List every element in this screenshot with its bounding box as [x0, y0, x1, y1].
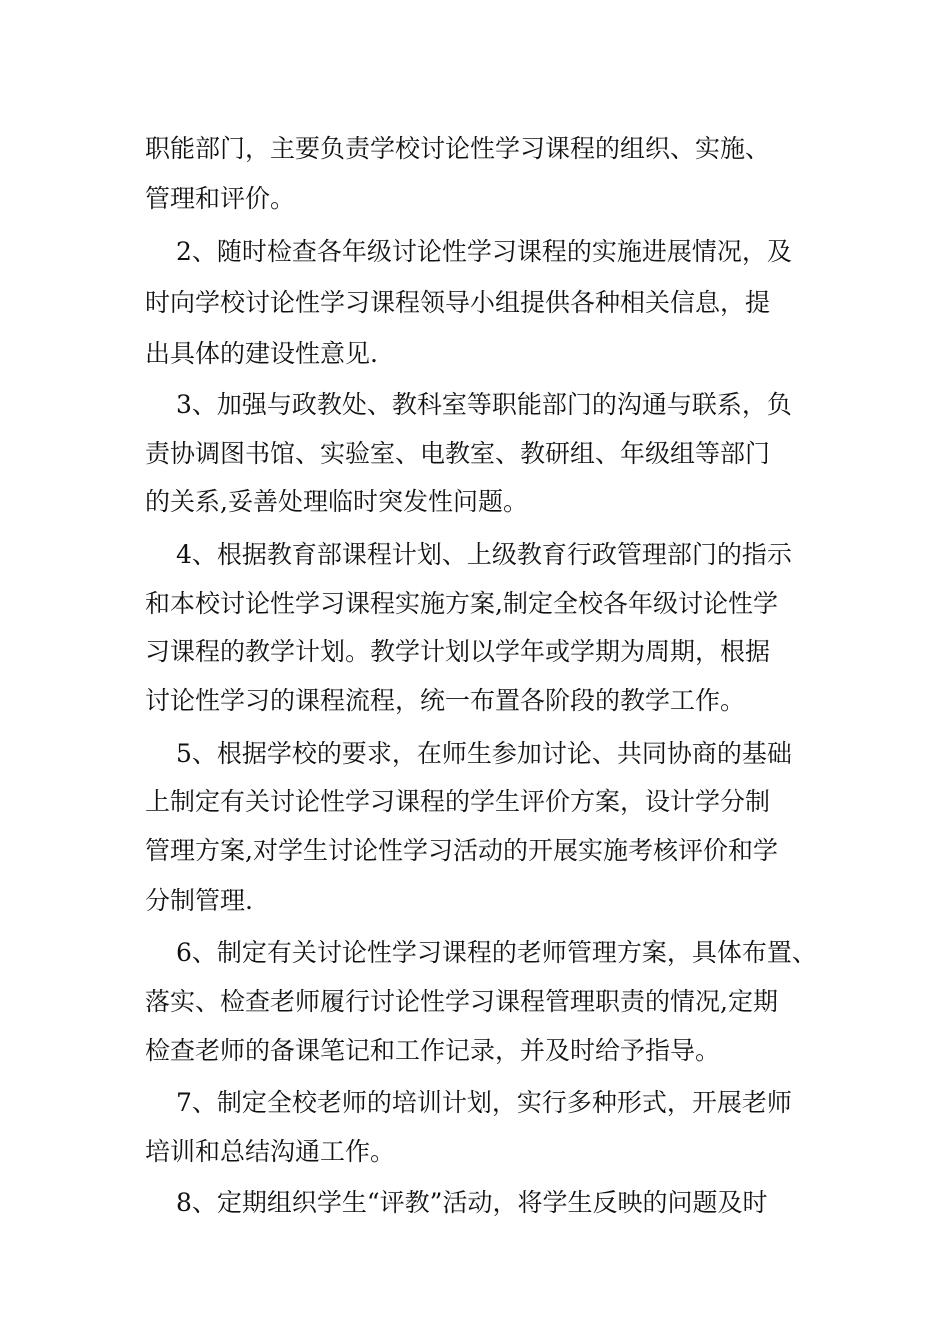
- text-line: 管理方案,对学生讨论性学习活动的开展实施考核评价和学: [145, 836, 778, 865]
- text-line: 落实、检查老师履行讨论性学习课程管理职责的情况,定期: [145, 987, 778, 1016]
- text-line: 出具体的建设性意见.: [145, 339, 378, 368]
- paragraph-4-line: 4、根据教育部课程计划、上级教育行政管理部门的指示: [176, 540, 792, 569]
- text-line: 的关系,妥善处理临时突发性问题。: [145, 487, 528, 516]
- paragraph-5-line: 5、根据学校的要求，在师生参加讨论、共同协商的基础: [176, 739, 792, 768]
- text-line: 培训和总结沟通工作。: [145, 1137, 396, 1166]
- text-line: 管理和评价。: [145, 184, 296, 213]
- paragraph-6-line: 6、制定有关讨论性学习课程的老师管理方案，具体布置、: [176, 938, 817, 967]
- paragraph-2-line: 2、随时检查各年级讨论性学习课程的实施进展情况，及: [176, 237, 792, 266]
- paragraph-8-line: 8、定期组织学生“评教”活动，将学生反映的问题及时: [176, 1188, 768, 1217]
- paragraph-3-line: 3、加强与政教处、教科室等职能部门的沟通与联系，负: [176, 390, 792, 419]
- text-line: 责协调图书馆、实验室、电教室、教研组、年级组等部门: [145, 439, 771, 468]
- text-line: 和本校讨论性学习课程实施方案,制定全校各年级讨论性学: [145, 589, 778, 618]
- text-line: 习课程的教学计划。教学计划以学年或学期为周期，根据: [145, 637, 771, 666]
- paragraph-7-line: 7、制定全校老师的培训计划，实行多种形式，开展老师: [176, 1088, 792, 1117]
- text-line: 分制管理.: [145, 886, 253, 915]
- text-line: 时向学校讨论性学习课程领导小组提供各种相关信息，提: [145, 288, 771, 317]
- text-line: 职能部门，主要负责学校讨论性学习课程的组织、实施、: [145, 134, 771, 163]
- text-line: 上制定有关讨论性学习课程的学生评价方案，设计学分制: [145, 787, 771, 816]
- text-line: 讨论性学习的课程流程，统一布置各阶段的教学工作。: [145, 686, 746, 715]
- text-line: 检查老师的备课笔记和工作记录，并及时给予指导。: [145, 1036, 721, 1065]
